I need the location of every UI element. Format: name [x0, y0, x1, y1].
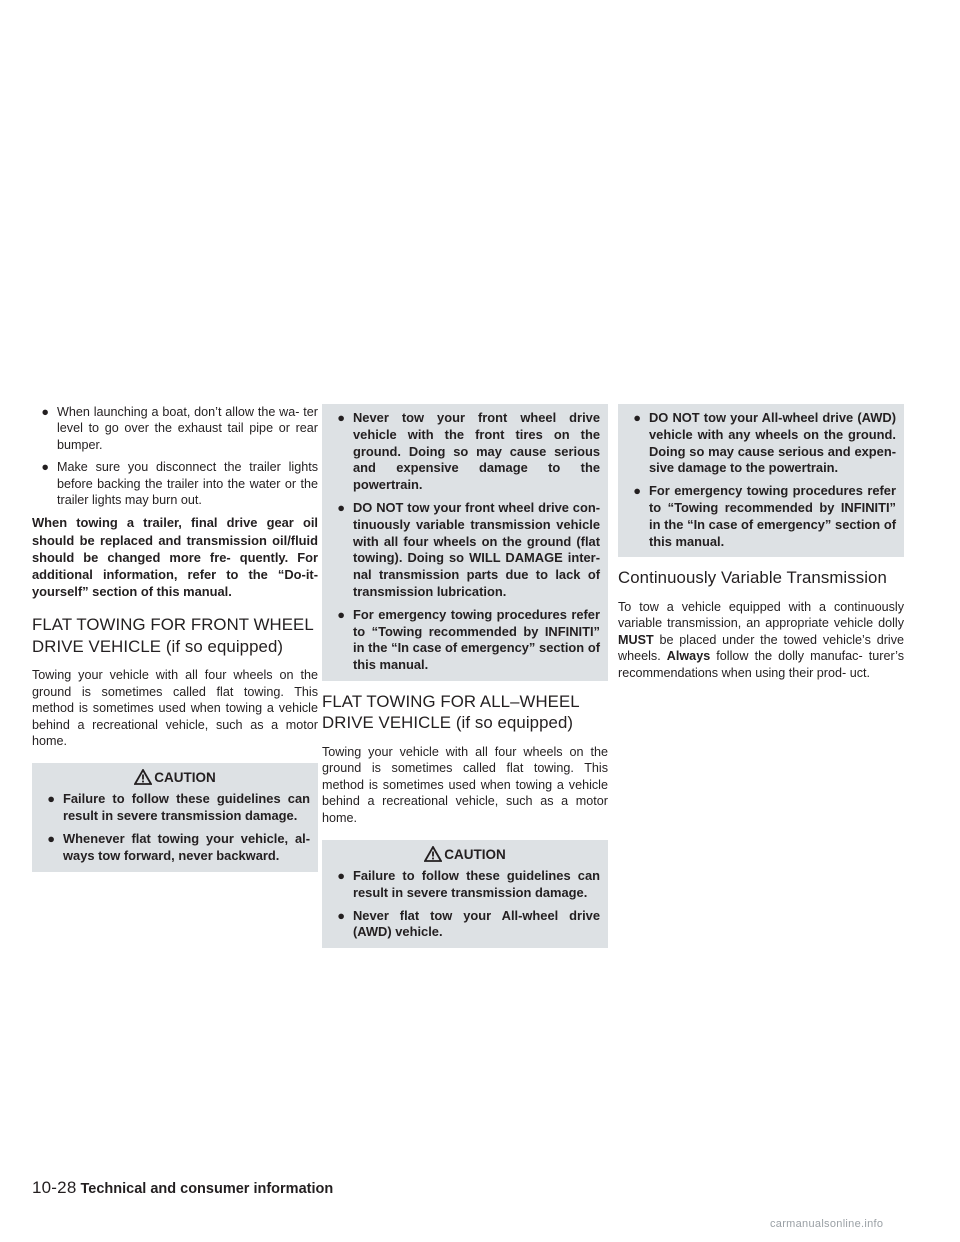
column-1 [32, 404, 318, 872]
section-heading-line1: FLAT TOWING FOR ALL–WHEEL [322, 691, 580, 711]
bullet-icon: ● [337, 907, 345, 923]
list-item [32, 404, 318, 453]
body-text: Towing your vehicle with all four wheels on the ground is sometimes called flat towing. This method is sometimes used when towing a vehicle behind a recreational vehicle, such as a motor home. [322, 744, 608, 825]
caution-title: CAUTION [154, 770, 216, 786]
section-heading-line1: FLAT TOWING FOR FRONT WHEEL [32, 615, 314, 635]
bullet-icon: ● [337, 867, 345, 883]
body-text-part: follow the dolly manufac- turer’s recommendations when using their prod- uct. [618, 649, 904, 680]
column-3 [618, 404, 904, 681]
bullet-icon: ● [47, 831, 55, 847]
page-footer [32, 1178, 333, 1198]
page-number: 10-28 [32, 1178, 77, 1197]
body-text-part: To tow a vehicle equipped with a continuously variable transmission, an appropriate vehicle dolly [618, 599, 904, 631]
caution-box [322, 840, 608, 948]
list-item [328, 500, 600, 601]
bullet-icon: ● [337, 410, 345, 425]
caution-text: DO NOT tow your All-wheel drive (AWD) vehicle with any wheels on the ground. Doing so may cause serious and expen- sive damage to the powertrain. [649, 410, 896, 476]
list-item [624, 483, 896, 550]
list-item [328, 868, 600, 902]
body-text: Towing your vehicle with all four wheels on the ground is sometimes called flat towing. This method is sometimes used when towing a vehicle behind a recreational vehicle, such as a motor home. [32, 668, 318, 749]
bullet-icon: ● [41, 405, 49, 419]
caution-header [32, 763, 318, 791]
list-item [328, 607, 600, 674]
caution-text: Never flat tow your All-wheel drive (AWD) vehicle. [353, 907, 600, 940]
caution-header [322, 840, 608, 868]
list-item [38, 791, 310, 825]
body-text-part: be placed under the towed vehicle’s drive wheels. [618, 632, 904, 664]
bullet-icon: ● [47, 791, 55, 807]
watermark: carmanualsonline.info [770, 1218, 884, 1230]
section-heading-line2: DRIVE VEHICLE (if so equipped) [322, 713, 574, 733]
list-item [624, 410, 896, 477]
caution-text: Never tow your front wheel drive vehicle with the front tires on the ground. Doing so may cause serious and expensive damage to the powertrain. [353, 410, 600, 493]
bullet-text: Make sure you disconnect the trailer lights before backing the trailer into the water or the trailer lights may burn out. [57, 460, 318, 508]
caution-box-continued [618, 404, 904, 557]
bullet-icon: ● [337, 606, 345, 622]
section-heading-line2: DRIVE VEHICLE (if so equipped) [32, 636, 284, 656]
body-emphasis: Always [666, 649, 711, 664]
bold-note: When towing a trailer, final drive gear oil should be replaced and transmission oil/fluid should be changed more fre- quently. For additional information, refer to the “Do-it-yourself” section of this manual. [32, 515, 318, 600]
caution-box [32, 763, 318, 871]
bullet-text: When launching a boat, don’t allow the wa- ter level to go over the exhaust tail pipe or rear bumper. [57, 405, 318, 452]
caution-title: CAUTION [444, 846, 506, 862]
bullet-icon: ● [337, 499, 345, 515]
warning-triangle-icon [424, 846, 442, 862]
bullet-icon: ● [633, 410, 641, 425]
section-title: Technical and consumer information [80, 1181, 334, 1197]
column-2 [322, 404, 608, 948]
bullet-icon: ● [41, 460, 49, 475]
list-item [328, 410, 600, 494]
caution-text: Whenever flat towing your vehicle, al- ways tow forward, never backward. [63, 831, 310, 863]
bullet-icon: ● [633, 483, 641, 499]
caution-text: For emergency towing procedures refer to “Towing recommended by INFINITI” in the “In case of emergency” section of this manual. [353, 606, 600, 673]
caution-text: Failure to follow these guidelines can result in severe transmission damage. [63, 791, 310, 824]
body-text [618, 599, 904, 681]
list-item [38, 831, 310, 865]
list-item [328, 908, 600, 942]
warning-triangle-icon [134, 769, 152, 785]
caution-text: Failure to follow these guidelines can result in severe transmission damage. [353, 867, 600, 900]
caution-text: DO NOT tow your front wheel drive con- tinuously variable transmission vehicle with all four wheels on the ground (flat towing). Doing so WILL DAMAGE inter- nal transmission parts due to lack of transmission lubrication. [353, 499, 600, 599]
caution-box-continued [322, 404, 608, 681]
body-emphasis: MUST [618, 632, 654, 647]
section-heading: Continuously Variable Transmission [618, 568, 887, 588]
caution-text: For emergency towing procedures refer to “Towing recommended by INFINITI” in the “In case of emergency” section of this manual. [649, 483, 896, 549]
list-item [32, 459, 318, 508]
